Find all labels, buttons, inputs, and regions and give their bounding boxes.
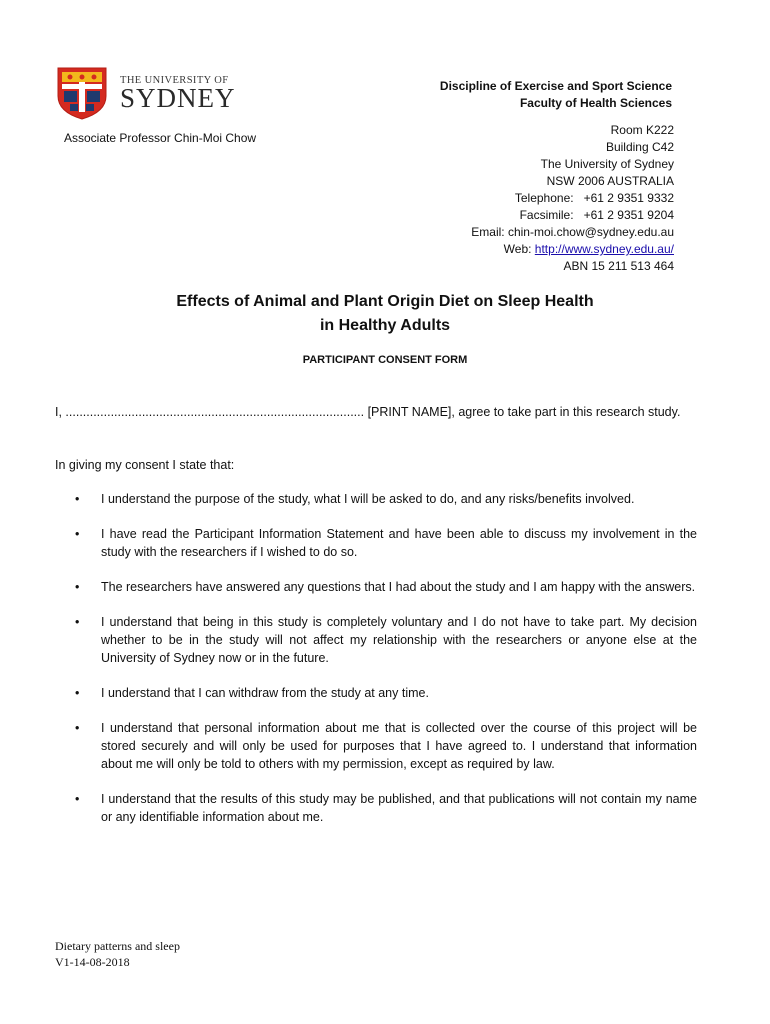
print-name-dots: ...................................................................................... [65, 405, 365, 419]
page-title [0, 290, 770, 338]
address-email: Email: chin-moi.chow@sydney.edu.au [471, 225, 674, 239]
consent-intro: In giving my consent I state that: [55, 458, 235, 472]
address-room: Room K222 [610, 123, 674, 137]
logo-big-text: SYDNEY [120, 83, 236, 113]
title-line-2: in Healthy Adults [319, 317, 451, 334]
consent-prefix: I, [55, 405, 66, 419]
statement-text: I understand the purpose of the study, what I will be asked to do, and any risks/benefits involved. [101, 492, 635, 506]
consent-statement [55, 403, 697, 421]
bullet-icon: • [75, 527, 80, 541]
list-item [55, 490, 697, 508]
list-item [55, 578, 697, 596]
address-university: The University of Sydney [540, 157, 674, 171]
university-logo [56, 66, 236, 122]
bullet-icon: • [75, 580, 80, 594]
list-item [55, 613, 697, 667]
website-link[interactable]: http://www.sydney.edu.au/ [534, 242, 674, 256]
address-building: Building C42 [605, 140, 674, 154]
consent-suffix: [PRINT NAME], agree to take part in this research study. [364, 405, 681, 419]
faculty-name: Faculty of Health Sciences [519, 96, 672, 110]
page-footer [55, 938, 180, 970]
bullet-icon: • [75, 721, 80, 735]
footer-version: V1-14-08-2018 [55, 955, 130, 969]
list-item [55, 719, 697, 773]
statement-text: I understand that the results of this study may be published, and that publications will not contain my name or any identifiable information about me. [101, 792, 697, 824]
statement-text: I have read the Participant Information Statement and have been able to discuss my involvement in the study with the researchers if I wished to do so. [101, 527, 697, 559]
address-abn: ABN 15 211 513 464 [563, 259, 674, 273]
logo-small-text: THE UNIVERSITY OF [120, 75, 229, 86]
footer-study-name: Dietary patterns and sleep [55, 939, 180, 953]
address-web [471, 241, 674, 258]
address-telephone: Telephone: +61 2 9351 9332 [514, 191, 674, 205]
statement-text: I understand that personal information about me that is collected over the course of this project will be stored securely and will only be used for purposes that I have agreed to. I understand that information about me will only be told to others with my permission, except as required by law. [101, 721, 697, 771]
statement-list [55, 490, 697, 843]
list-item [55, 684, 697, 702]
form-name: PARTICIPANT CONSENT FORM [302, 354, 468, 366]
bullet-icon: • [75, 615, 80, 629]
address-facsimile: Facsimile: +61 2 9351 9204 [519, 208, 674, 222]
department-block [440, 78, 672, 112]
list-item [55, 525, 697, 561]
title-line-1: Effects of Animal and Plant Origin Diet on Sleep Health [176, 293, 594, 310]
web-label: Web: [503, 242, 535, 256]
bullet-icon: • [75, 792, 80, 806]
statement-text: The researchers have answered any questions that I had about the study and I am happy with the answers. [101, 580, 696, 594]
statement-text: I understand that I can withdraw from the study at any time. [101, 686, 429, 700]
list-item [55, 790, 697, 826]
address-state: NSW 2006 AUSTRALIA [546, 174, 674, 188]
address-block [471, 122, 674, 275]
university-crest-icon [56, 66, 108, 120]
contact-person: Associate Professor Chin-Moi Chow [64, 131, 257, 145]
statement-text: I understand that being in this study is completely voluntary and I do not have to take part. My decision whether to be in the study will not affect my relationship with the researchers or anyone else at the University of Sydney now or in the future. [101, 615, 697, 665]
discipline-name: Discipline of Exercise and Sport Science [439, 79, 672, 93]
bullet-icon: • [75, 492, 80, 506]
bullet-icon: • [75, 686, 80, 700]
